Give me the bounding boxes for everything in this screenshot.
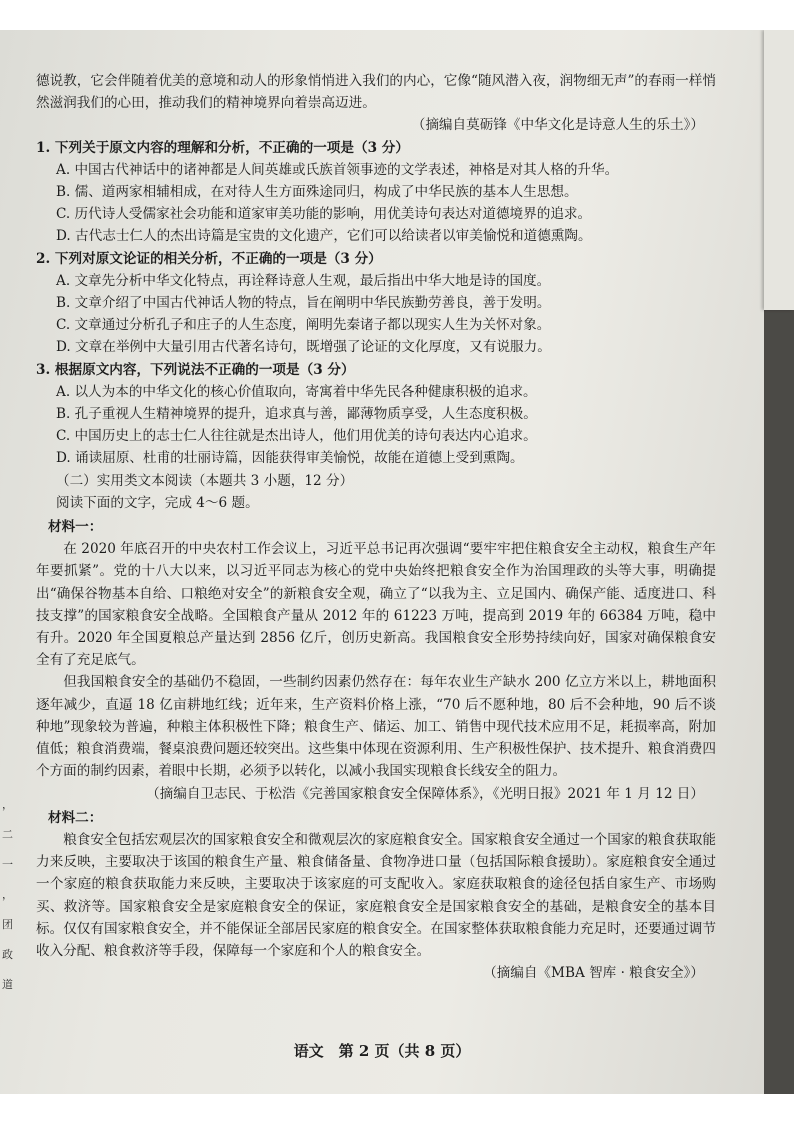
material-2-heading: 材料二： <box>48 809 103 826</box>
margin-mark: 政 <box>2 948 13 961</box>
option-d: D. 文章在举例中大量引用古代著名诗句，既增强了论证的文化厚度，又有说服力。 <box>56 339 551 356</box>
margin-mark: 团 <box>2 918 13 931</box>
intro-source: （摘编自莫砺锋《中华文化是诗意人生的乐土》） <box>411 117 704 134</box>
margin-mark: 道 <box>2 978 13 991</box>
material-1-paragraph: 但我国粮食安全的基础仍不稳固，一些制约因素仍然存在：每年农业生产缺水 200 亿立方米以上，耕地面积逐年减少，直逼 18 亿亩耕地红线；近年来，生产资料价格上涨，“70 后不愿种地，80 后不会种地，90 后不谈种地”现象较为普遍，种粮主体积极性下降；粮食生产、储运、加工、销售中现代技术应用不足，耗损率高，附加值低；粮食消费端，餐桌浪费问题还较突出。这些集中体现在资源利用、生产积极性保护、技术提升、粮食消费四个方面的制约因素，着眼中长期，必须予以转化，以减小我国实现粮食长线安全的阻力。 <box>36 674 716 780</box>
option-a: A. 以人为本的中华文化的核心价值取向，寄寓着中华先民各种健康积极的追求。 <box>56 383 537 400</box>
option-b: B. 孔子重视人生精神境界的提升，追求真与善，鄙薄物质享受，人生态度积极。 <box>56 406 537 423</box>
option-a: A. 文章先分析中华文化特点，再诠释诗意人生观，最后指出中华大地是诗的国度。 <box>56 272 551 289</box>
photo-background <box>0 30 794 1094</box>
section-title: （二）实用类文本阅读（本题共 3 小题，12 分） <box>56 472 354 489</box>
exam-paper <box>0 30 764 1094</box>
material-1-source: （摘编自卫志民、于松浩《完善国家粮食安全保障体系》，《光明日报》2021 年 1 月 12 日） <box>146 785 704 802</box>
option-c: C. 历代诗人受儒家社会功能和道家审美功能的影响，用优美诗句表达对道德境界的追求。 <box>56 206 592 223</box>
option-d: D. 诵读屈原、杜甫的壮丽诗篇，因能获得审美愉悦，故能在道德上受到熏陶。 <box>56 450 524 467</box>
margin-mark: 二 <box>2 828 13 841</box>
material-1-heading: 材料一： <box>48 519 103 536</box>
option-b: B. 儒、道两家相辅相成，在对待人生方面殊途同归，构成了中华民族的基本人生思想。 <box>56 184 578 201</box>
margin-mark: ， <box>2 888 13 901</box>
option-a: A. 中国古代神话中的诸神都是人间英雄或氏族首领事迹的文学表述，神格是对其人格的升华。 <box>56 161 619 178</box>
option-c: C. 文章通过分析孔子和庄子的人生态度，阐明先秦诸子都以现实人生为关怀对象。 <box>56 317 551 334</box>
material-1-paragraph: 在 2020 年底召开的中央农村工作会议上，习近平总书记再次强调“要牢牢把住粮食安全主动权，粮食生产年年要抓紧”。党的十八大以来，以习近平同志为核心的党中央始终把粮食安全作为治国理政的头等大事，明确提出“确保谷物基本自给、口粮绝对安全”的新粮食安全观，确立了“以我为主、立足国内、确保产能、适度进口、科技支撑”的国家粮食安全战略。全国粮食产量从 2012 年的 61223 万吨，提高到 2019 年的 66384 万吨，稳中有升。2020 年全国夏粮总产量达到 2856 亿斤，创历史新高。我国粮食安全形势持续向好，国家对确保粮食安全有了充足底气。 <box>36 541 716 669</box>
binding-margin-marks <box>2 790 12 1000</box>
intro-text: 德说教，它会伴随着优美的意境和动人的形象悄悄进入我们的内心，它像“随风潜入夜，润物细无声”的春雨一样悄然滋润我们的心田，推动我们的精神境界向着崇高迈进。 <box>36 73 716 112</box>
question-2 <box>36 248 716 359</box>
page-footer: 语文 第 2 页（共 8 页） <box>293 1042 471 1060</box>
option-b: B. 文章介绍了中国古代神话人物的特点，旨在阐明中华民族勤劳善良，善于发明。 <box>56 295 551 312</box>
question-3 <box>36 359 716 470</box>
section-instruction: 阅读下面的文字，完成 4～6 题。 <box>56 494 259 511</box>
option-d: D. 古代志士仁人的杰出诗篇是宝贵的文化遗产，它们可以给读者以审美愉悦和道德熏陶。 <box>56 228 592 245</box>
question-stem: 2. 下列对原文论证的相关分析，不正确的一项是（3 分） <box>36 250 382 267</box>
margin-mark: ， <box>2 798 13 811</box>
margin-mark: 一 <box>2 858 13 871</box>
question-stem: 1. 下列关于原文内容的理解和分析，不正确的一项是（3 分） <box>36 139 409 156</box>
material-2-paragraph: 粮食安全包括宏观层次的国家粮食安全和微观层次的家庭粮食安全。国家粮食安全通过一个国家的粮食获取能力来反映，主要取决于该国的粮食生产量、粮食储备量、食物净进口量（包括国际粮食援助）。家庭粮食安全通过一个家庭的粮食获取能力来反映，主要取决于该家庭的可支配收入。家庭获取粮食的途径包括自家生产、市场购买、救济等。国家粮食安全是家庭粮食安全的保证，家庭粮食安全是国家粮食安全的基础，是粮食安全的基本目标。仅仅有国家粮食安全，并不能保证全部居民家庭的粮食安全。在国家整体获取粮食能力充足时，还要通过调节收入分配、粮食救济等手段，保障每一个家庭和个人的粮食安全。 <box>36 831 716 959</box>
question-stem: 3. 根据原文内容，下列说法不正确的一项是（3 分） <box>36 361 355 378</box>
paper-fold-edge <box>764 30 794 310</box>
question-1 <box>36 137 716 248</box>
option-c: C. 中国历史上的志士仁人往往就是杰出诗人，他们用优美的诗句表达内心追求。 <box>56 428 537 445</box>
page-content <box>36 70 716 984</box>
material-2-source: （摘编自《MBA 智库 · 粮食安全》） <box>483 965 704 982</box>
